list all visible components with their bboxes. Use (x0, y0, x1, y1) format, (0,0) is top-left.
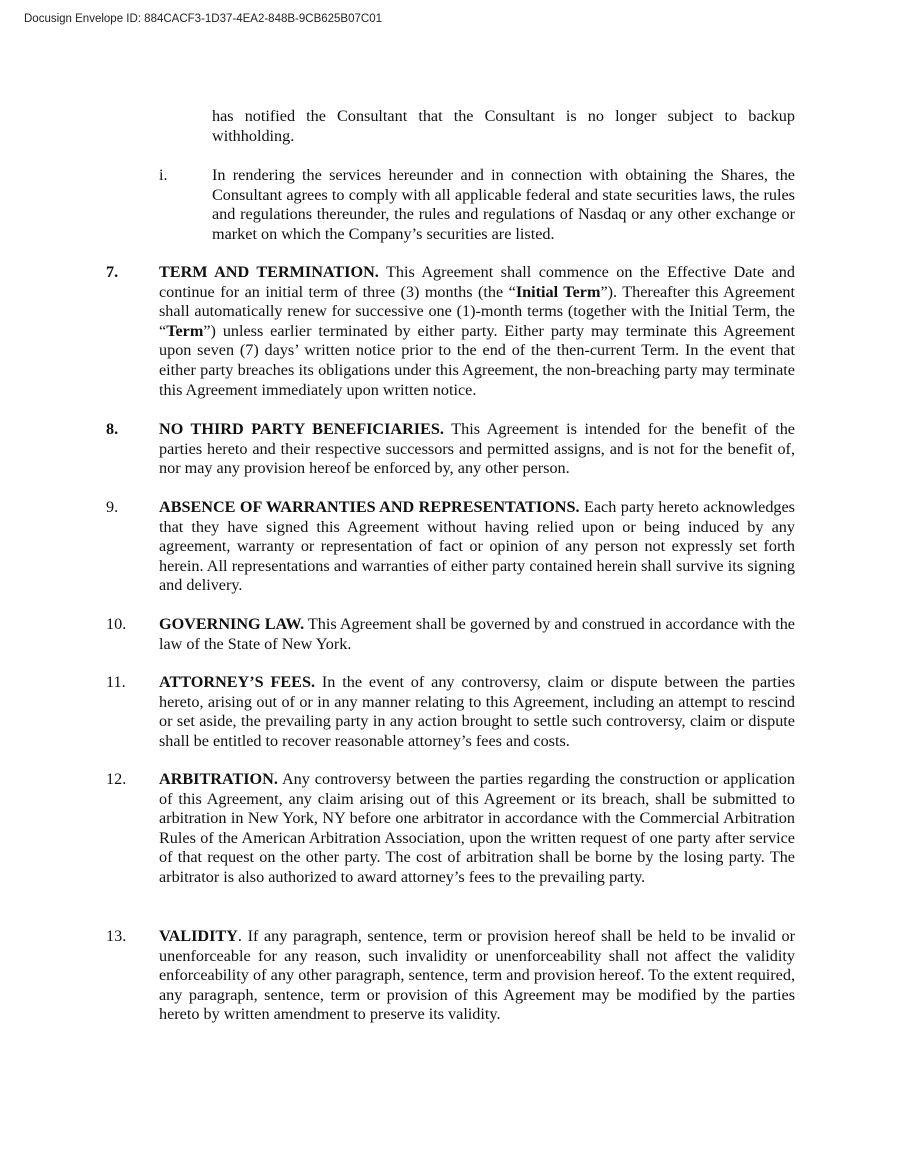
section-10-paragraph: GOVERNING LAW. This Agreement shall be governed by and construed in accordance with the law of the State of New York. (159, 615, 795, 653)
section-13-number: 13. (106, 927, 127, 945)
section-11-paragraph: ATTORNEY’S FEES. In the event of any controversy, claim or dispute between the parties hereto, arising out of or in any manner relating to this Agreement, including an attempt to rescind or set aside, the prevailing party in any action brought to settle such controversy, claim or dispute shall be entitled to recover reasonable attorney’s fees and costs. (159, 673, 795, 750)
section-13-heading: VALIDITY (159, 927, 238, 945)
item-i-paragraph: In rendering the services hereunder and in connection with obtaining the Shares, the Consultant agrees to comply with all applicable federal and state securities laws, the rules and regulations thereunder, the rules and regulations of Nasdaq or any other exchange or market on which the Company’s securities are listed. (212, 166, 795, 243)
section-12-paragraph: ARBITRATION. Any controversy between the parties regarding the construction or application of this Agreement, any claim arising out of this Agreement or its breach, shall be submitted to arbitration in New York, NY before one arbitrator in accordance with the Commercial Arbitration Rules of the American Arbitration Association, upon the written request of one party after service of that request on the other party. The cost of arbitration shall be borne by the losing party. The arbitrator is also authorized to award attorney’s fees to the prevailing party. (159, 770, 795, 886)
section-12-number: 12. (106, 770, 127, 788)
section-10-number: 10. (106, 615, 127, 633)
section-11-heading: ATTORNEY’S FEES. (159, 673, 316, 691)
initial-term-defined: Initial Term (515, 282, 601, 301)
section-9-number: 9. (106, 498, 119, 516)
term-defined: Term (166, 321, 204, 340)
section-8-paragraph: NO THIRD PARTY BENEFICIARIES. This Agreement is intended for the benefit of the parties hereto and their respective successors and permitted assigns, and is not for the benefit of, nor may any provision hereof be enforced by, any other person. (159, 420, 795, 478)
section-9-heading: ABSENCE OF WARRANTIES AND REPRESENTATIONS. (159, 498, 580, 516)
section-8-heading: NO THIRD PARTY BENEFICIARIES. (159, 420, 444, 438)
section-10-heading: GOVERNING LAW. (159, 615, 305, 633)
docusign-envelope-id: Docusign Envelope ID: 884CACF3-1D37-4EA2-848B-9CB625B07C01 (24, 13, 382, 25)
item-i-label: i. (159, 166, 168, 184)
section-11-number: 11. (106, 673, 126, 691)
section-9-paragraph: ABSENCE OF WARRANTIES AND REPRESENTATIONS. Each party hereto acknowledges that they have signed this Agreement without having relied upon or being induced by any agreement, warranty or representation of fact or opinion of any person not expressly set forth herein. All representations and warranties of either party contained herein shall survive its signing and delivery. (159, 498, 795, 595)
section-13-paragraph: VALIDITY. If any paragraph, sentence, term or provision hereof shall be held to be invalid or unenforceable for any reason, such invalidity or unenforceability shall not affect the validity enforceability of any other paragraph, sentence, term and provision hereof. To the extent required, any paragraph, sentence, term or provision of this Agreement may be modified by the parties hereto by written amendment to preserve its validity. (159, 927, 795, 1024)
section-7-heading: TERM AND TERMINATION. (159, 263, 379, 281)
section-7-number: 7. (106, 263, 119, 281)
section-12-heading: ARBITRATION. (159, 770, 278, 788)
section-8-number: 8. (106, 420, 119, 438)
section-7-paragraph: TERM AND TERMINATION. This Agreement shall commence on the Effective Date and continue for an initial term of three (3) months (the “Initial Term”). Thereafter this Agreement shall automatically renew for successive one (1)-month terms (together with the Initial Term, the “Term”) unless earlier terminated by either party. Either party may terminate this Agreement upon seven (7) days’ written notice prior to the end of the then-current Term. In the event that either party breaches its obligations under this Agreement, the non-breaching party may terminate this Agreement immediately upon written notice. (159, 263, 796, 399)
continuation-paragraph: has notified the Consultant that the Consultant is no longer subject to backup withholding. (212, 107, 795, 145)
